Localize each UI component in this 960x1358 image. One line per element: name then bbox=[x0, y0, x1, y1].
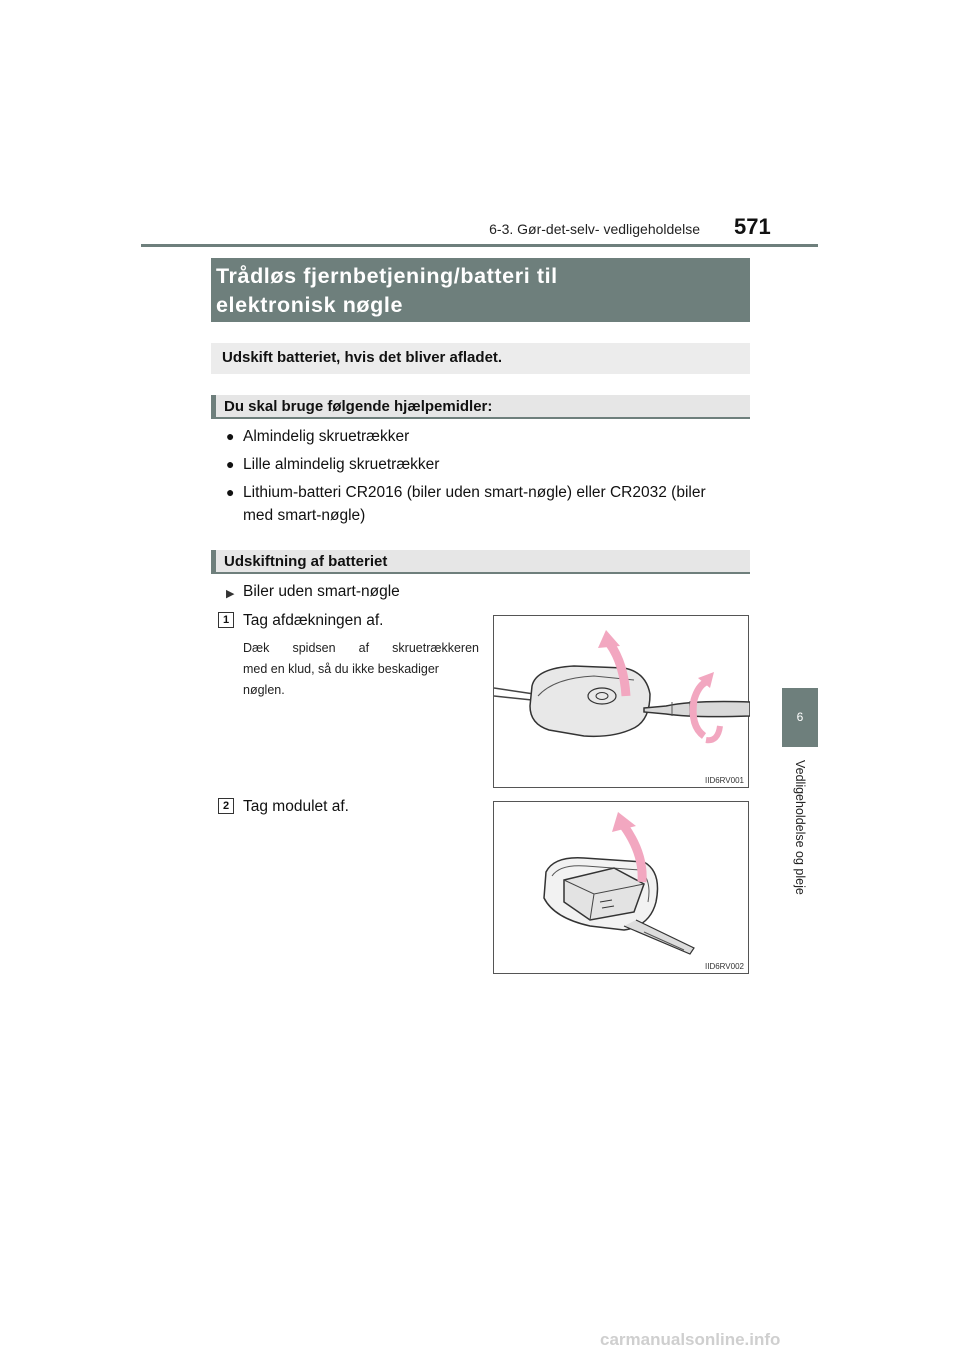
variant-label: Biler uden smart-nøgle bbox=[243, 583, 400, 600]
page-title bbox=[216, 262, 736, 320]
bullet-icon: ● bbox=[226, 428, 235, 444]
chapter-tab: 6 bbox=[782, 688, 818, 747]
section-title: 6-3. Gør-det-selv- vedligeholdelse bbox=[489, 221, 700, 237]
step-number-badge: 1 bbox=[218, 612, 234, 628]
replacement-heading: Udskiftning af batteriet bbox=[224, 553, 388, 570]
figure-remove-module bbox=[493, 801, 749, 974]
figure-remove-cover bbox=[493, 615, 749, 788]
tool-item: Lille almindelig skruetrækker bbox=[243, 456, 440, 473]
page-title-line-1: Trådløs fjernbetjening/batteri til bbox=[216, 264, 558, 288]
tools-heading: Du skal bruge følgende hjælpemidler: bbox=[224, 398, 493, 415]
tool-item-continued: med smart-nøgle) bbox=[243, 507, 366, 524]
bullet-icon: ● bbox=[226, 484, 235, 500]
footer-watermark: carmanualsonline.info bbox=[600, 1330, 781, 1349]
step-text: Tag modulet af. bbox=[243, 798, 349, 815]
step-note-line: Dæk spidsen af skruetrækkeren bbox=[243, 641, 479, 655]
header-divider bbox=[141, 244, 818, 247]
figure-code: IID6RV001 bbox=[705, 776, 744, 785]
tool-item: Lithium-batteri CR2016 (biler uden smart-nøgle) eller CR2032 (biler bbox=[243, 484, 706, 501]
step-note-line: nøglen. bbox=[243, 683, 285, 697]
key-cover-illustration bbox=[494, 616, 750, 789]
page-number: 571 bbox=[734, 214, 771, 239]
triangle-marker-icon: ▶ bbox=[226, 588, 235, 600]
chapter-label: Vedligeholdelse og pleje bbox=[793, 760, 807, 895]
bullet-icon: ● bbox=[226, 456, 235, 472]
key-module-illustration bbox=[494, 802, 750, 975]
step-note bbox=[243, 638, 479, 701]
intro-text: Udskift batteriet, hvis det bliver afladet. bbox=[222, 349, 503, 366]
page-title-line-2: elektronisk nøgle bbox=[216, 293, 404, 317]
tool-item: Almindelig skruetrækker bbox=[243, 428, 410, 445]
step-note-line: med en klud, så du ikke beskadiger bbox=[243, 662, 439, 676]
figure-code: IID6RV002 bbox=[705, 962, 744, 971]
step-number-badge: 2 bbox=[218, 798, 234, 814]
step-text: Tag afdækningen af. bbox=[243, 612, 384, 629]
